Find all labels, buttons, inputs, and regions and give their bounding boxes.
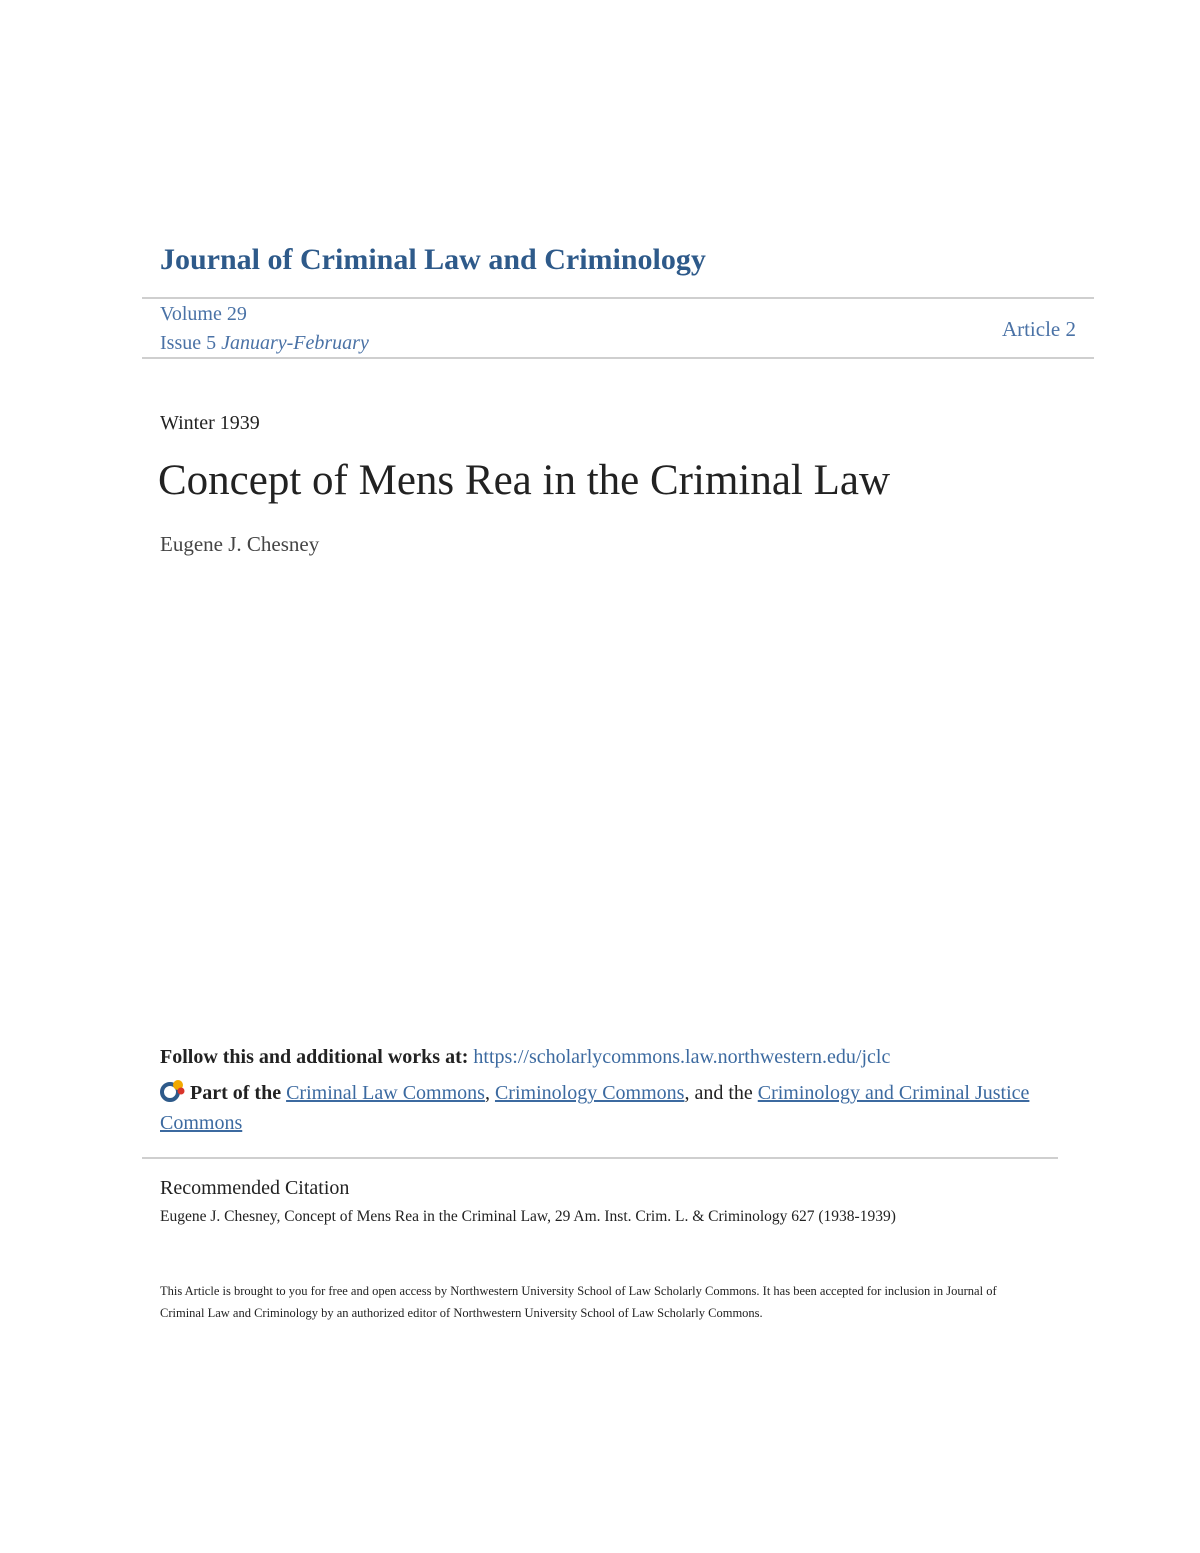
network-logo-icon [160,1079,188,1103]
citation-rule [142,1157,1058,1159]
header-top-rule [142,297,1094,299]
part-of-label: Part of the [190,1082,282,1104]
header-bottom-rule [142,357,1094,359]
article-title: Concept of Mens Rea in the Criminal Law [158,457,891,504]
access-notice: This Article is brought to you for free and open access by Northwestern University School of Law Scholarly Commons. It has been accepted for inclusion in Journal of Criminal Law and Criminology by an authorized editor of Northwestern University School of Law Scholarly Commons. [160,1284,997,1320]
publication-season: Winter 1939 [160,412,260,434]
volume-link[interactable]: Volume 29 [160,303,247,325]
journal-title[interactable]: Journal of Criminal Law and Criminology [160,243,706,276]
follow-line [160,1046,890,1069]
recommended-citation-text: Eugene J. Chesney, Concept of Mens Rea in the Criminal Law, 29 Am. Inst. Crim. L. & Criminology 627 (1938-1939) [160,1208,896,1225]
criminal-law-commons-link[interactable]: Criminal Law Commons [286,1082,485,1104]
follow-label: Follow this and additional works at: [160,1046,469,1068]
recommended-citation-heading: Recommended Citation [160,1177,350,1199]
issue-number: Issue 5 [160,332,217,354]
criminology-criminal-justice-commons-link[interactable]: Criminology and Criminal Justice Commons [160,1082,1030,1134]
article-author: Eugene J. Chesney [160,532,320,556]
separator-and-the: , and the [684,1082,753,1104]
separator-comma: , [484,1082,490,1104]
criminology-commons-link[interactable]: Criminology Commons [494,1082,685,1104]
issue-period: January-February [221,332,369,354]
follow-url-link[interactable]: https://scholarlycommons.law.northwestern.edu/jclc [473,1046,891,1068]
part-of-commons [160,1078,1060,1138]
issue-link[interactable] [160,332,369,355]
article-number-link[interactable]: Article 2 [1001,317,1076,341]
